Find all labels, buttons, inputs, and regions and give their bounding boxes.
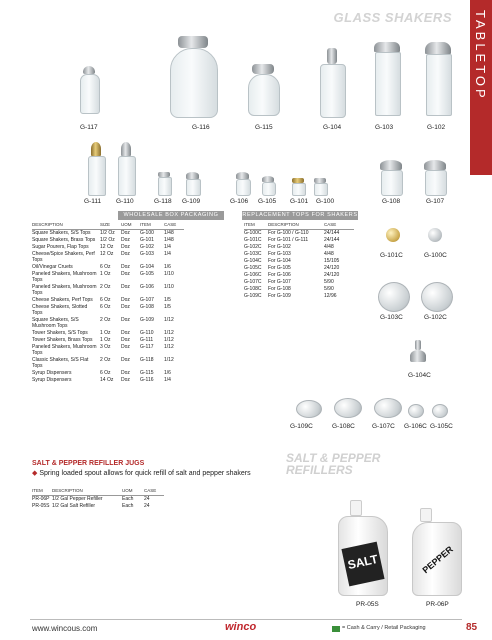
cell-uom: Doz <box>121 357 130 363</box>
table-row <box>32 264 184 271</box>
table-row <box>32 317 184 330</box>
code-g118: G-118 <box>154 198 172 205</box>
cell-uom: Doz <box>121 337 130 343</box>
product-g105 <box>262 176 274 194</box>
product-g108 <box>380 160 402 194</box>
replacement-bar: REPLACEMENT TOPS FOR SHAKERS <box>242 212 358 218</box>
product-g110 <box>118 142 134 194</box>
winco-logo: winco <box>225 621 257 633</box>
table-row <box>244 279 354 286</box>
table-row <box>32 330 184 337</box>
cell-case: 5/90 <box>324 279 334 285</box>
code-g108: G-108 <box>382 198 401 205</box>
cell-item: G-106 <box>140 284 154 290</box>
product-g111 <box>88 142 104 194</box>
product-g102 <box>425 42 451 116</box>
table-row <box>244 244 354 251</box>
cell-description: 1/2 Gal Pepper Refiller <box>52 496 103 502</box>
code-g101c: G-101C <box>380 252 403 259</box>
salt-label <box>341 542 384 587</box>
refillers-title <box>286 452 380 476</box>
col-uom: UOM <box>122 488 144 496</box>
col-description: DESCRIPTION <box>268 222 324 230</box>
cash-carry-icon <box>332 626 340 632</box>
cell-item: G-104C <box>244 258 262 264</box>
cell-case: 12/96 <box>324 293 337 299</box>
cell-uom: Doz <box>121 237 130 243</box>
cell-uom: Doz <box>121 284 130 290</box>
col-size: SIZE <box>100 222 121 230</box>
cell-uom: Doz <box>121 271 130 277</box>
table-row <box>244 265 354 272</box>
cell-case: 1/48 <box>164 237 174 243</box>
pepper-jug <box>412 508 464 594</box>
cell-description: Syrup Dispensers <box>32 370 72 376</box>
cell-case: 1/6 <box>164 264 171 270</box>
cell-description: Square Shakers, Brass Tops <box>32 237 96 243</box>
table-row <box>32 237 184 244</box>
table-row <box>32 297 184 304</box>
cell-item: G-118 <box>140 357 154 363</box>
code-g105c: G-105C <box>430 423 453 430</box>
cell-description: Square Shakers, S/S Mushroom Tops <box>32 317 79 329</box>
table-row <box>244 258 354 265</box>
cell-size: 1 Oz <box>100 330 111 336</box>
cell-description: For G-106 <box>268 272 291 278</box>
cell-uom: Doz <box>121 377 130 383</box>
code-g108c: G-108C <box>332 423 355 430</box>
cell-size: 12 Oz <box>100 244 114 250</box>
table-row <box>32 337 184 344</box>
cell-item: G-115 <box>140 370 154 376</box>
cell-item: G-105 <box>140 271 154 277</box>
col-description: DESCRIPTION <box>52 488 122 496</box>
col-description: DESCRIPTION <box>32 222 100 230</box>
code-g102: G-102 <box>427 124 446 131</box>
cell-item: G-117 <box>140 344 154 350</box>
top-g108c <box>334 398 362 418</box>
cell-description: Syrup Dispensers <box>32 377 72 383</box>
cell-uom: Doz <box>121 230 130 236</box>
cell-size: 6 Oz <box>100 370 111 376</box>
code-g104: G-104 <box>323 124 342 131</box>
product-g107 <box>424 160 446 194</box>
pepper-label <box>415 540 460 585</box>
cell-case: 1/12 <box>164 317 174 323</box>
col-uom: UOM <box>121 222 140 230</box>
cell-item: G-108 <box>140 304 154 310</box>
code-pr05s: PR-05S <box>356 601 379 608</box>
cell-description: Cheese/Spice Shakers, Perf Tops <box>32 251 95 263</box>
cell-case: 1/4 <box>164 244 171 250</box>
product-g115 <box>246 64 280 114</box>
cell-size: 6 Oz <box>100 264 111 270</box>
cell-case: 4/48 <box>324 244 334 250</box>
table-row <box>244 272 354 279</box>
cell-uom: Doz <box>121 251 130 257</box>
code-g110: G-110 <box>116 198 134 205</box>
table-row <box>32 271 184 284</box>
bullet-icon: ◆ <box>32 470 38 477</box>
cell-description: For G-104 <box>268 258 291 264</box>
cell-description: Square Shakers, S/S Tops <box>32 230 91 236</box>
pepper-label-text: PEPPER <box>420 544 455 576</box>
cell-description: For G-101 / G-111 <box>268 237 309 243</box>
cell-description: For G-107 <box>268 279 291 285</box>
cell-uom: Doz <box>121 317 130 323</box>
cell-description: Classic Shakers, S/S Flat Tops <box>32 357 89 369</box>
code-g106: G-106 <box>230 198 249 205</box>
cell-case: 1/12 <box>164 357 174 363</box>
footer-url[interactable]: www.wincous.com <box>32 624 98 633</box>
cell-item: G-103C <box>244 251 262 257</box>
table-row <box>244 237 354 244</box>
top-g109c <box>296 400 322 418</box>
table-row <box>244 230 354 238</box>
cell-description: Sugar Pourers, Flap Tops <box>32 244 89 250</box>
cell-size: 1/2 Oz <box>100 237 115 243</box>
cell-case: 24 <box>144 496 150 502</box>
code-g101: G-101 <box>290 198 309 205</box>
cell-case: 24 <box>144 503 150 509</box>
cell-case: 24/144 <box>324 237 340 243</box>
table-row <box>32 377 184 384</box>
top-g107c <box>374 398 402 418</box>
cell-size: 1 Oz <box>100 271 111 277</box>
cell-description: Oil/Vinegar Cruets <box>32 264 73 270</box>
product-g103 <box>374 42 400 116</box>
code-g109: G-109 <box>182 198 201 205</box>
top-g106c <box>408 404 424 418</box>
table-row <box>244 293 354 300</box>
product-g116 <box>168 36 218 116</box>
code-g104c: G-104C <box>408 372 431 379</box>
cell-case: 24/144 <box>324 230 340 236</box>
cell-item: G-109 <box>140 317 154 323</box>
cell-case: 24/120 <box>324 272 340 278</box>
cell-description: Cheese Shakers, Perf Tops <box>32 297 93 303</box>
cell-description: For G-108 <box>268 286 291 292</box>
page-number: 85 <box>466 622 478 633</box>
cell-item: G-101C <box>244 237 262 243</box>
product-g117 <box>80 66 98 112</box>
table-row <box>32 503 164 510</box>
refillers-title-line1: SALT & PEPPER <box>286 451 381 465</box>
cell-item: G-116 <box>140 377 154 383</box>
cell-item: G-110 <box>140 330 154 336</box>
replacement-table <box>244 222 364 300</box>
table-row <box>244 251 354 258</box>
cell-description: For G-109 <box>268 293 291 299</box>
cell-item: G-104 <box>140 264 154 270</box>
cell-case: 4/48 <box>324 251 334 257</box>
table-row <box>32 304 184 317</box>
col-case: CASE <box>164 222 184 230</box>
cell-case: 1/5 <box>164 304 171 310</box>
cell-item: PR-05S <box>32 503 50 509</box>
code-g105: G-105 <box>258 198 277 205</box>
top-g102c <box>421 282 453 312</box>
table-row <box>32 284 184 297</box>
code-g102c: G-102C <box>424 314 447 321</box>
top-g104c <box>410 340 426 364</box>
col-item: ITEM <box>140 222 164 230</box>
refill-table <box>32 488 192 510</box>
table-row <box>32 344 184 357</box>
cell-item: G-109C <box>244 293 262 299</box>
wholesale-bar: WHOLESALE BOX PACKAGING <box>118 211 224 220</box>
top-g103c <box>378 282 410 312</box>
code-pr06p: PR-06P <box>426 601 449 608</box>
cell-item: G-100C <box>244 230 262 236</box>
code-g111: G-111 <box>84 198 102 205</box>
cell-description: Tower Shakers, Brass Tops <box>32 337 93 343</box>
table-row <box>32 496 164 504</box>
cell-uom: Doz <box>121 304 130 310</box>
cell-uom: Doz <box>121 264 130 270</box>
cell-case: 15/105 <box>324 258 340 264</box>
cell-case: 1/6 <box>164 370 171 376</box>
col-case: CASE <box>144 488 164 496</box>
refill-heading: SALT & PEPPER REFILLER JUGS <box>32 460 145 467</box>
cell-size: 12 Oz <box>100 251 114 257</box>
cell-description: For G-102 <box>268 244 291 250</box>
side-tab-label: TABLETOP <box>473 10 488 101</box>
cell-description: Paneled Shakers, Mushroom Tops <box>32 271 97 283</box>
code-g109c: G-109C <box>290 423 313 430</box>
cell-case: 1/10 <box>164 271 174 277</box>
cell-size: 1/2 Oz <box>100 230 115 236</box>
code-g100: G-100 <box>316 198 335 205</box>
code-g116: G-116 <box>192 124 210 131</box>
code-g103c: G-103C <box>380 314 403 321</box>
cell-item: G-101 <box>140 237 154 243</box>
cell-item: G-105C <box>244 265 262 271</box>
cell-size: 6 Oz <box>100 304 111 310</box>
cell-case: 1/12 <box>164 330 174 336</box>
table-row <box>32 357 184 370</box>
cell-uom: Each <box>122 496 134 502</box>
refill-bullet <box>32 470 252 478</box>
col-case: CASE <box>324 222 354 230</box>
cell-case: 24/120 <box>324 265 340 271</box>
table-row <box>32 251 184 264</box>
section-title: GLASS SHAKERS <box>333 10 452 25</box>
product-g109 <box>186 172 199 194</box>
code-g106c: G-106C <box>404 423 427 430</box>
cell-uom: Doz <box>121 297 130 303</box>
salt-jug <box>338 500 390 594</box>
cell-size: 14 Oz <box>100 377 114 383</box>
code-g107c: G-107C <box>372 423 395 430</box>
cell-case: 1/48 <box>164 230 174 236</box>
cell-case: 1/12 <box>164 344 174 350</box>
cell-size: 2 Oz <box>100 357 111 363</box>
product-g118 <box>158 172 170 194</box>
refillers-title-line2: REFILLERS <box>286 463 353 477</box>
footer-divider <box>30 619 462 620</box>
cell-description: Cheese Shakers, Slotted Tops <box>32 304 88 316</box>
product-g100 <box>314 178 326 194</box>
cell-case: 1/10 <box>164 284 174 290</box>
cell-uom: Doz <box>121 244 130 250</box>
cell-description: 1/2 Gal Salt Refiller <box>52 503 96 509</box>
cell-description: For G-105 <box>268 265 291 271</box>
cell-item: G-107 <box>140 297 154 303</box>
cell-item: G-111 <box>140 337 154 343</box>
cell-case: 1/5 <box>164 297 171 303</box>
cell-item: G-102 <box>140 244 154 250</box>
top-g105c <box>432 404 448 418</box>
cell-item: G-107C <box>244 279 262 285</box>
footer-legend: = Cash & Carry / Retail Packaging <box>342 625 426 631</box>
cell-size: 6 Oz <box>100 297 111 303</box>
product-g106 <box>236 172 249 194</box>
code-g103: G-103 <box>375 124 394 131</box>
code-g115: G-115 <box>255 124 273 131</box>
col-item: ITEM <box>32 488 52 496</box>
cell-size: 1 Oz <box>100 337 111 343</box>
cell-uom: Each <box>122 503 134 509</box>
cell-description: For G-103 <box>268 251 291 257</box>
cell-case: 5/90 <box>324 286 334 292</box>
table-row <box>32 370 184 377</box>
table-row <box>244 286 354 293</box>
top-g101c <box>386 228 400 242</box>
cell-size: 2 Oz <box>100 284 111 290</box>
cell-size: 3 Oz <box>100 344 111 350</box>
cell-uom: Doz <box>121 370 130 376</box>
cell-description: For G-100 / G-110 <box>268 230 309 236</box>
table-row <box>32 244 184 251</box>
cell-case: 1/4 <box>164 251 171 257</box>
cell-description: Paneled Shakers, Mushroom Tops <box>32 284 97 296</box>
table-row <box>32 230 184 238</box>
cell-uom: Doz <box>121 344 130 350</box>
cell-case: 1/4 <box>164 377 171 383</box>
cell-description: Paneled Shakers, Mushroom Tops <box>32 344 97 356</box>
top-g100c <box>428 228 442 242</box>
wholesale-table <box>32 222 228 384</box>
cell-item: G-108C <box>244 286 262 292</box>
cell-uom: Doz <box>121 330 130 336</box>
side-tab <box>470 0 492 175</box>
cell-item: G-103 <box>140 251 154 257</box>
cell-size: 2 Oz <box>100 317 111 323</box>
refill-bullet-text: Spring loaded spout allows for quick refill of salt and pepper shakers <box>39 470 251 477</box>
code-g107: G-107 <box>426 198 445 205</box>
cell-item: G-106C <box>244 272 262 278</box>
code-g117: G-117 <box>80 124 98 131</box>
cell-item: PR-06P <box>32 496 50 502</box>
col-item: ITEM <box>244 222 268 230</box>
salt-label-text: SALT <box>346 551 380 573</box>
cell-case: 1/12 <box>164 337 174 343</box>
product-g104 <box>318 48 346 116</box>
cell-description: Tower Shakers, S/S Tops <box>32 330 88 336</box>
code-g100c: G-100C <box>424 252 447 259</box>
cell-item: G-100 <box>140 230 154 236</box>
product-g101 <box>292 178 304 194</box>
cell-item: G-102C <box>244 244 262 250</box>
